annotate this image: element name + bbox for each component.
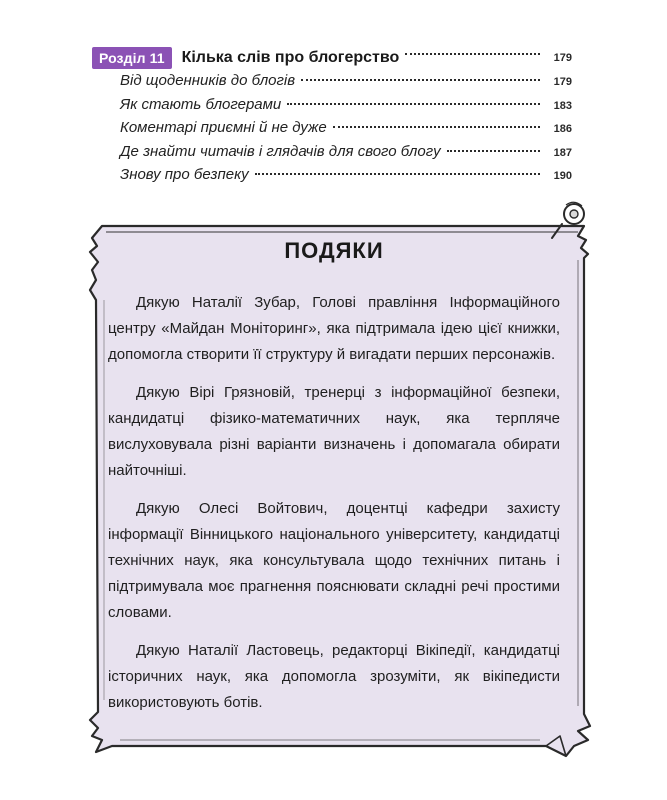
page-number: 183 <box>553 99 572 112</box>
page-number: 190 <box>553 170 572 182</box>
page-number: 187 <box>553 146 572 159</box>
page-number: 186 <box>553 123 572 135</box>
toc-item-title: Як стають блогерами <box>120 95 282 113</box>
page-number: 179 <box>553 76 572 88</box>
toc-item-title: Де знайти читачів і глядачів для свого блогу <box>120 142 441 160</box>
chapter-title: Кілька слів про блогерство <box>181 49 400 66</box>
acknowledgements-section <box>108 238 560 728</box>
toc-item-title: Знову про безпеку <box>120 166 249 183</box>
toc-item-title: Коментарі приємні й не дуже <box>120 119 327 136</box>
acknowledgement-paragraph: Дякую Вірі Грязновій, тренерці з інформаційної безпеки, кандидатці фізико-математичних наук, яка терпляче вислуховувала різні варіанти визначень і допомагала обирати найточніші. <box>108 384 560 479</box>
toc-item-title: Від щоденників до блогів <box>120 72 296 89</box>
chapter-badge: Розділ 11 <box>92 47 172 69</box>
acknowledgement-paragraph: Дякую Наталії Зубар, Голові правління Інформаційного центру «Майдан Моніторинг», яка підтримала ідею цієї книжки, допомогла створити її структуру й вигадати перших персонажів. <box>108 294 560 363</box>
acknowledgement-paragraph: Дякую Наталії Ластовець, редакторці Вікіпедії, кандидатці історичних наук, яка допомогла зрозуміти, як вікіпедисти використовують ботів. <box>108 642 560 711</box>
page-number: 179 <box>553 52 572 64</box>
acknowledgements-title: ПОДЯКИ <box>284 238 384 263</box>
acknowledgement-paragraph: Дякую Олесі Войтович, доцентці кафедри захисту інформації Вінницького національного університету, кандидатці технічних наук, яка консультувала щодо технічних питань і підтримувала моє прагнення пояснювати складні речі простими словами. <box>108 500 560 621</box>
